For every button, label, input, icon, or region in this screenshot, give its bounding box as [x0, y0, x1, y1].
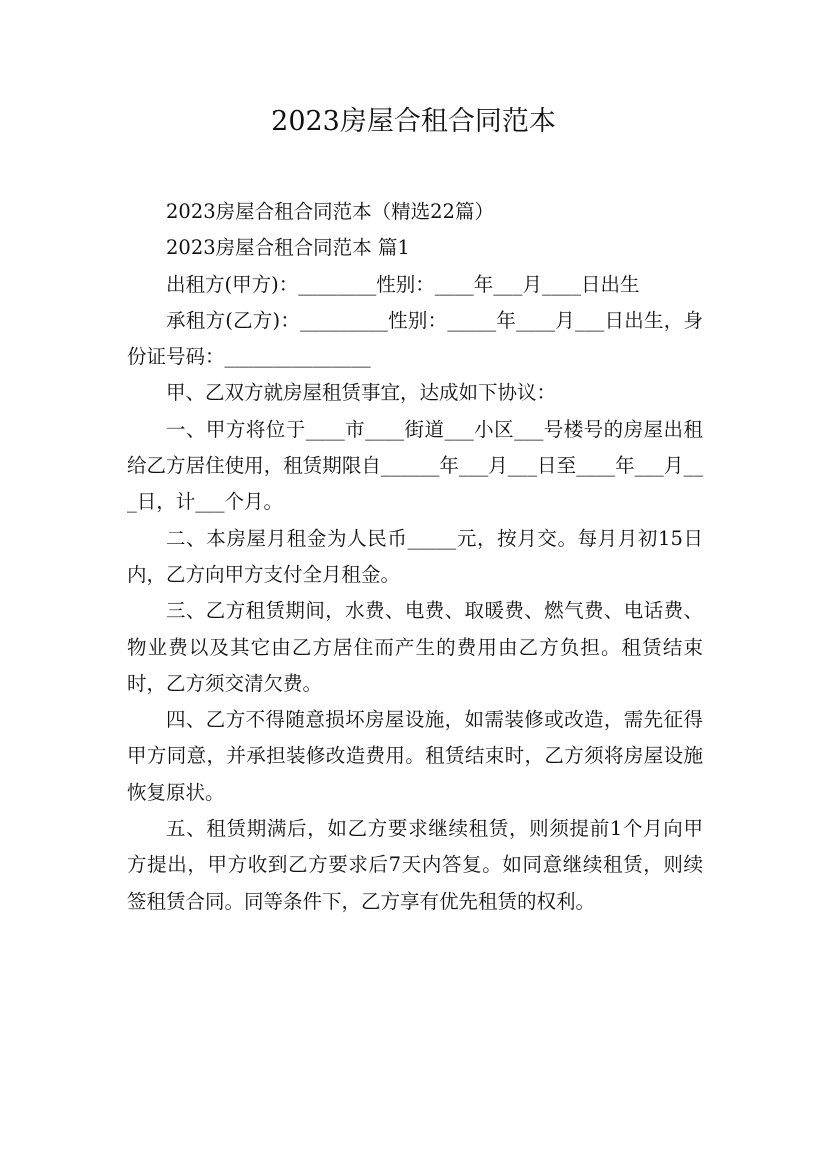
- paragraph-subtitle: 2023房屋合租合同范本（精选22篇）: [166, 200, 494, 223]
- document-body: [127, 194, 703, 920]
- paragraph-agreement-intro: 甲、乙双方就房屋租赁事宜，达成如下协议：: [166, 381, 557, 405]
- paragraph-section-heading: 2023房屋合租合同范本 篇1: [166, 236, 410, 260]
- paragraph-lessor: 出租方(甲方)：________性别：____年___月____日出生: [166, 272, 640, 296]
- paragraph-clause-5: 五、租赁期满后，如乙方要求继续租赁，则须提前1个月向甲方提出，甲方收到乙方要求后7天内答复。如同意继续租赁，则续签租赁合同。同等条件下，乙方享有优先租赁的权利。: [127, 817, 703, 913]
- document-title: 2023房屋合租合同范本: [271, 106, 556, 137]
- paragraph-clause-4: 四、乙方不得随意损坏房屋设施，如需装修或改造，需先征得甲方同意，并承担装修改造费用。租赁结束时，乙方须将房屋设施恢复原状。: [127, 708, 703, 804]
- paragraph-clause-2: 二、本房屋月租金为人民币_____元，按月交。每月月初15日内，乙方向甲方支付全月租金。: [127, 526, 703, 586]
- paragraph-clause-3: 三、乙方租赁期间，水费、电费、取暖费、燃气费、电话费、物业费以及其它由乙方居住而产生的费用由乙方负担。租赁结束时，乙方须交清欠费。: [127, 599, 703, 695]
- paragraph-clause-1: 一、甲方将位于____市____街道___小区___号楼号的房屋出租给乙方居住使用，租赁期限自______年___月___日至____年___月___日，计___个月。: [127, 417, 703, 514]
- paragraph-lessee: 承租方(乙方)：_________性别：_____年____月___日出生，身份证号码：_______________: [127, 308, 703, 369]
